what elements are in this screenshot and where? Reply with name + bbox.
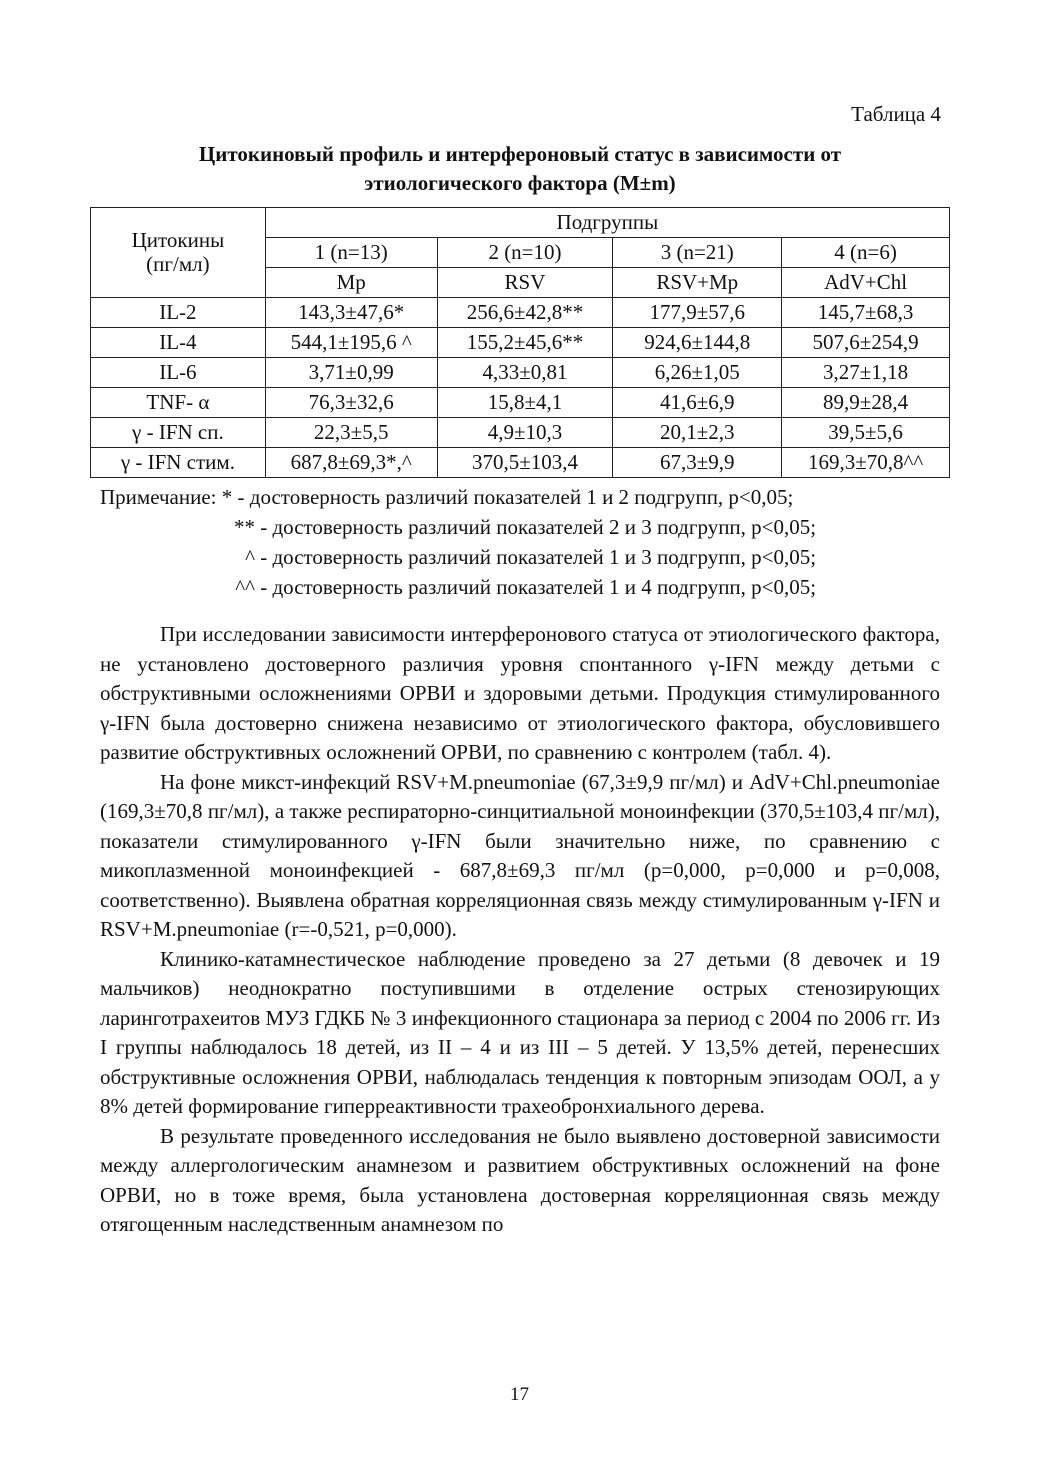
- table-row: [91, 358, 950, 388]
- table-cell: 39,5±5,6: [782, 418, 950, 448]
- row-label-cell: IL-4: [91, 328, 266, 358]
- table-cell: 4,33±0,81: [437, 358, 613, 388]
- note-line: [100, 482, 816, 512]
- table-cell: 15,8±4,1: [437, 388, 613, 418]
- row-label-cell: TNF- α: [91, 388, 266, 418]
- table-cell: 177,9±57,6: [613, 298, 782, 328]
- table-cell: 76,3±32,6: [265, 388, 437, 418]
- row-label-cell: γ - IFN сп.: [91, 418, 266, 448]
- agent-header-cell: RSV+Mp: [613, 268, 782, 298]
- cytokine-table: [90, 207, 950, 478]
- note-text: - достоверность различий показателей 1 и 4 подгрупп, р<0,05;: [255, 575, 817, 599]
- subgroup-header-cell: 2 (n=10): [437, 238, 613, 268]
- paragraph: На фоне микст-инфекций RSV+M.pneumoniae (67,3±9,9 пг/мл) и AdV+Chl.pneumoniae (169,3±70,8 пг/мл), а также респираторно-синцитиальной моноинфекции (370,5±103,4 пг/мл), показатели стимулированного γ-IFN были значительно ниже, по сравнению с микоплазменной моноинфекцией - 687,8±69,3 пг/мл (р=0,000, р=0,000 и р=0,008, соответственно). Выявлена обратная корреляционная связь между стимулированным γ-IFN и RSV+M.pneumoniae (r=-0,521, р=0,000).: [100, 769, 940, 941]
- table-number-label: Таблица 4: [851, 102, 941, 126]
- paragraph: Клинико-катамнестическое наблюдение проведено за 27 детьми (8 девочек и 19 мальчиков) неоднократно поступившими в отделение острых стенозирующих ларинготрахеитов МУЗ ГДКБ № 3 инфекционного стационара за период с 2004 по 2006 гг. Из I группы наблюдалось 18 детей, из II – 4 и из III – 5 детей. У 13,5% детей, перенесших обструктивные осложнения ОРВИ, наблюдалась тенденция к повторным эпизодам ООЛ, а у 8% детей формирование гиперреактивности трахеобронхиального дерева.: [100, 946, 940, 1118]
- table-header-row: [91, 208, 950, 238]
- group-header-cell: Подгруппы: [265, 208, 949, 238]
- note-line: [100, 512, 816, 542]
- table-caption-line: этиологического фактора (M±m): [364, 171, 676, 195]
- table-cell: 507,6±254,9: [782, 328, 950, 358]
- table-cell: 155,2±45,6**: [437, 328, 613, 358]
- note-mark: *: [221, 485, 233, 509]
- table-cell: 145,7±68,3: [782, 298, 950, 328]
- table-cell: 169,3±70,8^^: [782, 448, 950, 478]
- note-prefix: Примечание:: [100, 485, 217, 509]
- note-mark: ^^: [235, 575, 255, 599]
- table-cell: 3,27±1,18: [782, 358, 950, 388]
- table-cell: 256,6±42,8**: [437, 298, 613, 328]
- note-text: - достоверность различий показателей 1 и 2 подгрупп, р<0,05;: [232, 485, 794, 509]
- table-row: [91, 388, 950, 418]
- row-label-cell: γ - IFN стим.: [91, 448, 266, 478]
- subgroup-header-cell: 4 (n=6): [782, 238, 950, 268]
- table-cell: 370,5±103,4: [437, 448, 613, 478]
- table-cell: 687,8±69,3*,^: [265, 448, 437, 478]
- table-notes: [100, 482, 816, 602]
- agent-header-cell: RSV: [437, 268, 613, 298]
- row-label-cell: IL-6: [91, 358, 266, 388]
- note-line: [100, 572, 816, 602]
- row-header-cell: [91, 208, 266, 298]
- note-text: - достоверность различий показателей 2 и 3 подгрупп, р<0,05;: [255, 515, 817, 539]
- table-cell: 22,3±5,5: [265, 418, 437, 448]
- page-number: 17: [510, 1384, 529, 1405]
- note-mark: **: [234, 515, 255, 539]
- table-cell: 4,9±10,3: [437, 418, 613, 448]
- subgroup-header-cell: 1 (n=13): [265, 238, 437, 268]
- agent-header-cell: Mp: [265, 268, 437, 298]
- table-cell: 6,26±1,05: [613, 358, 782, 388]
- row-header-line: (пг/мл): [146, 252, 210, 276]
- table-row: [91, 298, 950, 328]
- table-cell: 3,71±0,99: [265, 358, 437, 388]
- table-cell: 89,9±28,4: [782, 388, 950, 418]
- table-cell: 20,1±2,3: [613, 418, 782, 448]
- table-cell: 143,3±47,6*: [265, 298, 437, 328]
- table-row: [91, 328, 950, 358]
- table-caption-line: Цитокиновый профиль и интерфероновый статус в зависимости от: [198, 142, 842, 166]
- note-line: [100, 542, 816, 572]
- row-label-cell: IL-2: [91, 298, 266, 328]
- table-cell: 544,1±195,6 ^: [265, 328, 437, 358]
- paragraph: В результате проведенного исследования не было выявлено достоверной зависимости между аллергологическим анамнезом и развитием обструктивных осложнений на фоне ОРВИ, но в тоже время, была установлена достоверная корреляционная связь между отягощенным наследственным анамнезом по: [100, 1123, 940, 1236]
- body-text: [100, 620, 940, 1240]
- row-header-line: Цитокины: [131, 228, 225, 252]
- table-cell: 67,3±9,9: [613, 448, 782, 478]
- agent-header-cell: AdV+Chl: [782, 268, 950, 298]
- note-mark: ^: [245, 545, 255, 569]
- table-caption: [100, 140, 940, 198]
- subgroup-header-cell: 3 (n=21): [613, 238, 782, 268]
- note-text: - достоверность различий показателей 1 и 3 подгрупп, р<0,05;: [255, 545, 817, 569]
- table-row: [91, 448, 950, 478]
- paragraph: При исследовании зависимости интерферонового статуса от этиологического фактора, не установлено достоверного различия уровня спонтанного γ-IFN между детьми с обструктивными осложнениями ОРВИ и здоровыми детьми. Продукция стимулированного γ-IFN была достоверно снижена независимо от этиологического фактора, обусловившего развитие обструктивных осложнений ОРВИ, по сравнению с контролем (табл. 4).: [100, 622, 940, 764]
- table-cell: 924,6±144,8: [613, 328, 782, 358]
- table-row: [91, 418, 950, 448]
- table-cell: 41,6±6,9: [613, 388, 782, 418]
